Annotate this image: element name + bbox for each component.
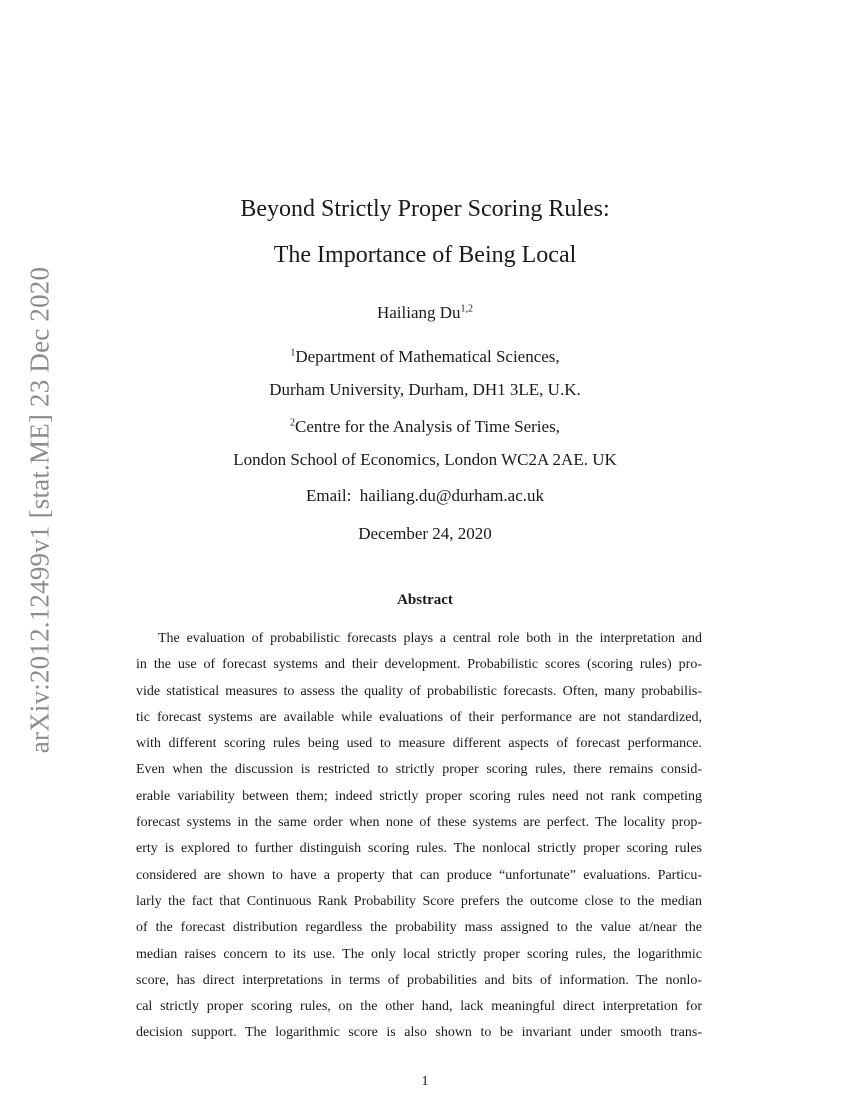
abstract-line: cal strictly proper scoring rules, on the other hand, lack meaningful direct interpretation for	[136, 999, 702, 1015]
affiliation-1-mark: 1	[290, 347, 296, 359]
publication-date: December 24, 2020	[358, 524, 492, 543]
author	[0, 303, 850, 323]
abstract-line: median raises concern to its use. The only local strictly proper scoring rules, the logarithmic	[136, 946, 702, 962]
abstract-line: forecast systems in the same order when none of these systems are perfect. The locality prop-	[136, 815, 702, 831]
author-name: Hailiang Du	[376, 303, 461, 322]
affiliation-2-mark: 2	[290, 417, 296, 429]
arxiv-identifier: arXiv:2012.12499v1 [stat.ME] 23 Dec 2020	[24, 266, 55, 754]
affiliation-1-line-2: Durham University, Durham, DH1 3LE, U.K.	[269, 380, 581, 399]
page-number: 1	[421, 1074, 429, 1089]
abstract-line: decision support. The logarithmic score is also shown to be invariant under smooth trans-	[136, 1025, 702, 1041]
abstract-line: erty is explored to further distinguish scoring rules. The nonlocal strictly proper scoring rules	[136, 841, 702, 857]
affiliation-2-line-1: $^2$Centre for the Analysis of Time Series,	[290, 417, 560, 436]
affiliation-2-line-2: London School of Economics, London WC2A 2AE. UK	[233, 450, 617, 469]
author-affiliation-marks: 1,2	[460, 303, 474, 315]
abstract-line: tic forecast systems are available while evaluations of their performance are not standardized,	[136, 709, 702, 725]
affiliation-1-line-1: $^1$Department of Mathematical Sciences,	[290, 347, 560, 366]
paper-title-line-1: Beyond Strictly Proper Scoring Rules:	[240, 196, 610, 222]
abstract-line: with different scoring rules being used to measure different aspects of forecast performance.	[136, 736, 702, 752]
abstract-line: in the use of forecast systems and their development. Probabilistic scores (scoring rules) pro-	[136, 657, 702, 673]
abstract-line: erable variability between them; indeed strictly proper scoring rules need not rank competing	[136, 788, 702, 804]
abstract-line: score, has direct interpretations in terms of probabilities and bits of information. The nonlo-	[136, 972, 702, 988]
abstract-line: vide statistical measures to assess the quality of probabilistic forecasts. Often, many probabilis-	[136, 683, 702, 699]
abstract-line: Even when the discussion is restricted to strictly proper scoring rules, there remains consid-	[136, 762, 702, 778]
abstract-heading: Abstract	[397, 592, 453, 608]
abstract-line: larly the fact that Continuous Rank Probability Score prefers the outcome close to the median	[136, 893, 702, 909]
abstract-line: of the forecast distribution regardless the probability mass assigned to the value at/near the	[136, 920, 702, 936]
arxiv-sidebar	[0, 0, 80, 1100]
paper-title-line-2: The Importance of Being Local	[273, 242, 577, 268]
abstract-body	[136, 626, 702, 1047]
author-email: Email: hailiang.du@durham.ac.uk	[305, 486, 544, 505]
abstract-line: considered are shown to have a property that can produce “unfortunate” evaluations. Particu-	[136, 867, 702, 883]
abstract-line: The evaluation of probabilistic forecasts plays a central role both in the interpretation and	[158, 631, 702, 646]
